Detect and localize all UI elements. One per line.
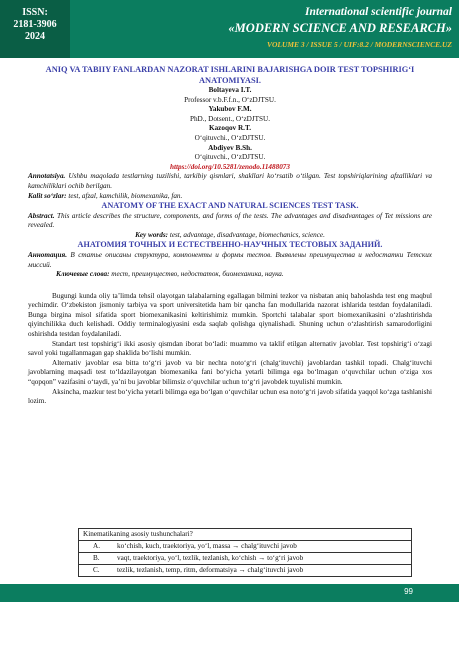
doi-link[interactable]: https://doi.org/10.5281/zenodo.11488073 — [169, 162, 290, 171]
option-letter: B. — [93, 554, 100, 562]
issn-number: 2181-3906 — [13, 19, 57, 30]
author-role: O‘qituvchi., O‘zDJTSU. — [194, 153, 266, 162]
russian-title: АНАТОМИЯ ТОЧНЫХ И ЕСТЕСТВЕННО-НАУЧНЫХ ТЕСТОВЫХ ЗАДАНИЙ. — [77, 240, 383, 250]
abstract-label-ru: Аннотация. — [28, 250, 68, 259]
quiz-option-row — [79, 540, 411, 552]
author-name: Kazoqov R.T. — [209, 124, 251, 133]
quiz-option-row — [79, 564, 411, 576]
option-text: ko‘chish, kuch, traektoriya, yo‘l, massa → chalg‘ituvchi javob — [117, 542, 297, 550]
page-footer — [0, 584, 459, 602]
issn-label: ISSN: — [22, 7, 48, 18]
keywords-label: Kalit so‘zlar: — [28, 191, 67, 200]
annotation-text: Ushbu maqolada testlarning tuzilishi, tarkibiy qismlari, shakllari ko‘rsatib o‘tilgan. Test topshiriqlarining afzalliklari va kamchiliklari ochib berilgan. — [28, 172, 432, 190]
abstract-label: Abstract. — [28, 211, 55, 220]
option-text: tezlik, tezlanish, temp, ritm, deformatsiya → chalg‘ituvchi javob — [117, 566, 304, 574]
author-role: PhD., Dotsent., O‘zDJTSU. — [189, 114, 271, 123]
body-paragraph: Alternativ javoblar esa bitta to‘g‘ri javob va bir nechta noto‘g‘ri (chalg‘ituvchi) javoblardan tashkil topadi. Chalg‘ituvchi javoblarning maqsadi test to‘ldazilayotgan biomexanika fani bo‘yicha yetarli bilimga ega bo‘lmagan o‘quvchilar uchun o‘ziga xos “qopqon” vazifasini o‘taydi, ya’ni bu javoblar bilimsiz o‘quvchilar uchun to‘g‘ri javobdek tuyulishi mumkin. — [28, 358, 432, 387]
body-paragraph: Standart test topshirig‘i ikki asosiy qismdan iborat bo‘ladi: muammo va taklif etilgan alternativ javoblar. Test topshirig‘i o‘zagi savol yoki tugallanmagan gap shaklida bo‘lishi mumkin. — [28, 339, 432, 358]
abstract-text-ru: В статье описаны структура, компоненты и формы тестов. Выявлены преимущества и недостатки Тетских миссий. — [28, 250, 432, 269]
journal-volume: VOLUME 3 / ISSUE 5 / UIF:8.2 / MODERNSCIENCE.UZ — [266, 40, 452, 49]
author-name: Boltayeva I.T. — [208, 86, 252, 94]
abstract-text: This article describes the structure, components, and forms of the tests. The advantages and disadvantages of Tet missions are revealed. — [28, 211, 432, 230]
body-paragraph: Aksincha, mazkur test bo‘yicha yetarli bilimga ega bo‘lgan o‘quvchilar uchun esa noto‘g‘ri javob sifatida yaqqol ko‘zga tashlanishi lozim. — [28, 387, 432, 406]
author-role: O‘qituvchi., O‘zDJTSU. — [194, 133, 266, 142]
annotation-uz — [28, 172, 432, 191]
keywords-en — [28, 231, 432, 241]
author-name: Abdiyev B.Sh. — [208, 143, 252, 152]
keywords-text-ru: тест, преимущество, недостаток, биомеханика, наука. — [109, 270, 284, 279]
keywords-text-en: test, advantage, disadvantage, biomechanics, science. — [168, 230, 325, 239]
quiz-table — [78, 528, 412, 577]
issn-box — [0, 0, 70, 58]
keywords-label-en: Key words: — [135, 230, 169, 239]
keywords-uz — [28, 192, 432, 202]
abstract-en — [28, 212, 432, 231]
quiz-option-row — [79, 552, 411, 564]
author-name: Yakubov F.M. — [208, 105, 252, 114]
page-number: 99 — [404, 587, 413, 596]
keywords-ru — [28, 270, 432, 280]
article-title: ANIQ VA TABIIY FANLARDAN NAZORAT ISHLARINI BAJARISHGA DOIR TEST TOPSHIRIG‘I ANATOMIYASI. — [45, 65, 415, 85]
english-title: ANATOMY OF THE EXACT AND NATURAL SCIENCES TEST TASK. — [101, 201, 359, 211]
option-letter: A. — [93, 542, 100, 550]
annotation-label: Annotatsiya. — [28, 172, 66, 181]
journal-title: International scientific journal — [305, 6, 452, 18]
journal-header — [0, 0, 459, 58]
option-letter: C. — [93, 566, 100, 574]
keywords-label-ru: Ключевые слова: — [56, 270, 110, 279]
abstract-ru — [28, 251, 432, 270]
article-body — [28, 65, 432, 407]
keywords-text: test, afzal, kamchilik, biomexanika, fan. — [66, 191, 183, 200]
option-text: vaqt, traektoriya, yo‘l, tezlik, tezlanish, ko‘chish → to‘g‘ri javob — [117, 554, 304, 562]
author-block — [28, 86, 432, 163]
quiz-question-row — [79, 529, 411, 540]
quiz-question: Kinematikaning asosiy tushunchalari? — [83, 530, 193, 538]
journal-name: «MODERN SCIENCE AND RESEARCH» — [228, 21, 452, 35]
issn-year: 2024 — [25, 31, 45, 42]
body-paragraph: Bugungi kunda oliy ta’limda tehsil olayotgan talabalarning egallagan bilmini tezkor va nisbatan aniq baholashda test eng maqbul yechimdir. O‘zbekiston jismoniy tarbiya va sport universitetida ham bir qancha fan modullarida nazorat ishlarida testdan foydalaniladi. Bunga birgina misol sifatida sport biomexanikasini keltirishimiz mumkin. Sportchi talabalar sport biomexanikasini o‘zlashtirishda qiyinchilikka duch kelishadi. Oddiy terminalogiyasini esda saqlab qolishga qiynalishadi. Shuning uchun o‘zlashtirish samarodorligini oshirishda testdan foydalaniladi. — [28, 291, 432, 339]
author-role: Professor v.b.F.f.n., O‘zDJTSU. — [184, 95, 276, 104]
